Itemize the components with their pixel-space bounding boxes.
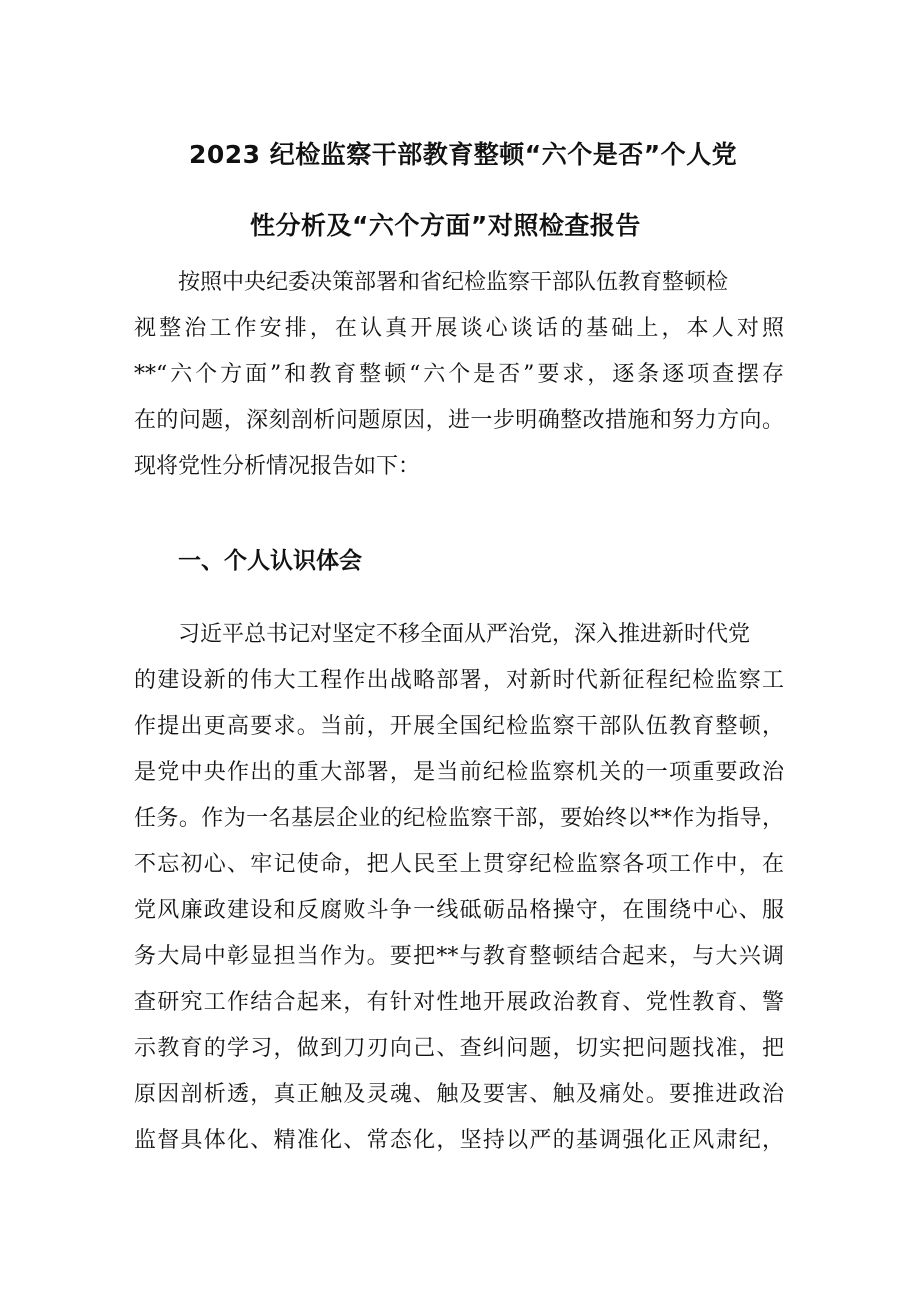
paragraph-line: 的建设新的伟大工程作出战略部署，对新时代新征程纪检监察工 [134, 668, 784, 693]
document-title-line-1: 2023 纪检监察干部教育整顿“六个是否”个人党 [189, 140, 738, 169]
paragraph-line: 在的问题，深刻剖析问题原因，进一步明确整改措施和努力方向。 [134, 408, 784, 433]
section-1-paragraph [134, 612, 784, 1164]
paragraph-line: 视整治工作安排，在认真开展谈心谈话的基础上，本人对照 [134, 316, 784, 341]
paragraph-line: 按照中央纪委决策部署和省纪检监察干部队伍教育整顿检 [178, 270, 729, 295]
paragraph-line: 作提出更高要求。当前，开展全国纪检监察干部队伍教育整顿， [134, 714, 784, 739]
paragraph-line: **“六个方面”和教育整顿“六个是否”要求，逐条逐项查摆存 [134, 362, 784, 387]
paragraph-line: 示教育的学习，做到刀刃向己、查纠问题，切实把问题找准，把 [134, 1036, 784, 1061]
paragraph-line: 不忘初心、牢记使命，把人民至上贯穿纪检监察各项工作中，在 [134, 852, 784, 877]
paragraph-line: 任务。作为一名基层企业的纪检监察干部，要始终以**作为指导， [134, 806, 784, 831]
section-heading: 一、个人认识体会 [178, 548, 362, 574]
paragraph-line: 查研究工作结合起来，有针对性地开展政治教育、党性教育、警 [134, 990, 784, 1015]
paragraph-line: 是党中央作出的重大部署，是当前纪检监察机关的一项重要政治 [134, 760, 784, 785]
paragraph-line: 原因剖析透，真正触及灵魂、触及要害、触及痛处。要推进政治 [134, 1082, 784, 1107]
document-title-line-2: 性分析及“六个方面”对照检查报告 [250, 211, 641, 240]
paragraph-line: 党风廉政建设和反腐败斗争一线砥砺品格操守，在围绕中心、服 [134, 898, 784, 923]
paragraph-line: 监督具体化、精准化、常态化，坚持以严的基调强化正风肃纪， [134, 1128, 784, 1153]
paragraph-line: 习近平总书记对坚定不移全面从严治党，深入推进新时代党 [178, 622, 751, 647]
paragraph-line: 现将党性分析情况报告如下： [134, 454, 421, 479]
intro-paragraph [134, 260, 784, 490]
paragraph-line: 务大局中彰显担当作为。要把**与教育整顿结合起来，与大兴调 [134, 944, 784, 969]
